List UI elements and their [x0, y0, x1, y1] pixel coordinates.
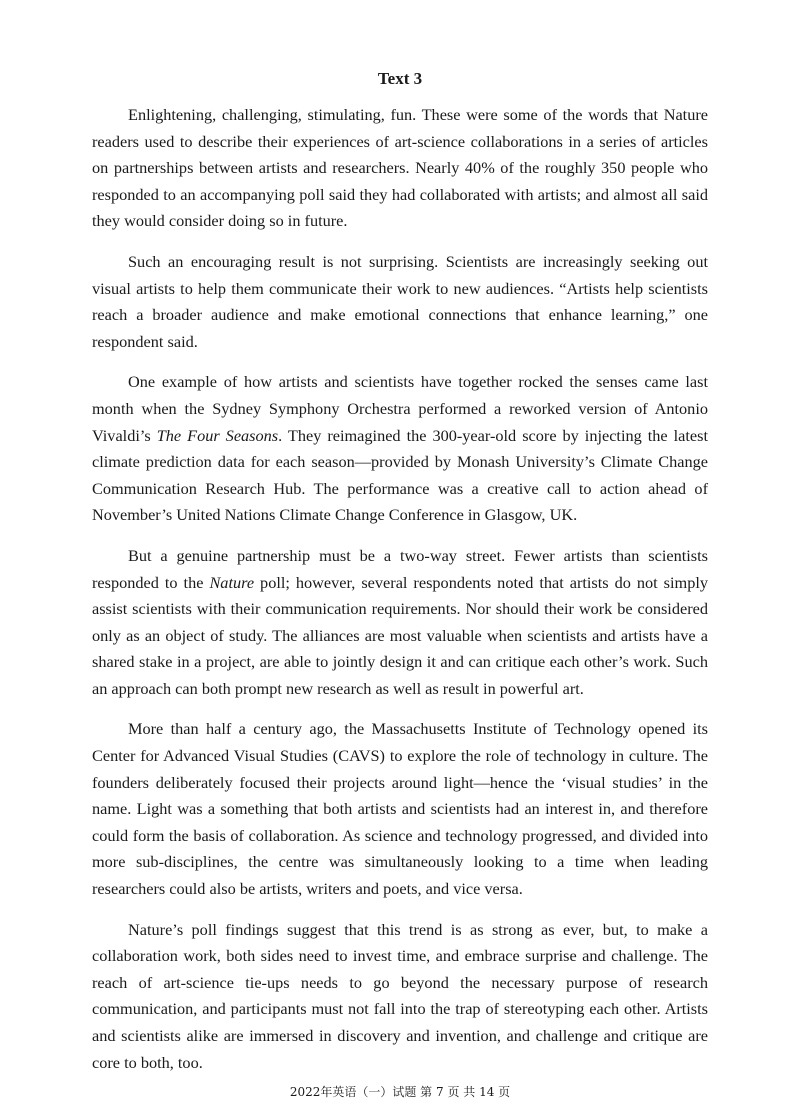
paragraph-3: One example of how artists and scientists have together rocked the senses came last month when the Sydney Symphony Orchestra performed a reworked version of Antonio Vivaldi’s The Four Seasons. They reimagined the 300-year-old score by injecting the latest climate prediction data for each season—provided by Monash University’s Climate Change Communication Research Hub. The performance was a creative call to action ahead of November’s United Nations Climate Change Conference in Glasgow, UK.: [92, 372, 708, 525]
page-footer: 2022年英语（一）试题 第 7 页 共 14 页: [289, 1085, 511, 1099]
paragraph-1: Enlightening, challenging, stimulating, fun. These were some of the words that Nature readers used to describe their experiences of art-science collaborations in a series of articles on partnerships between artists and researchers. Nearly 40% of the roughly 350 people who responded to an accompanying poll said they had collaborated with artists; and almost all said they would consider doing so in future.: [92, 105, 708, 231]
italic-title: The Four Seasons: [156, 425, 279, 445]
italic-journal: Nature: [209, 572, 255, 592]
paragraph-6: Nature’s poll findings suggest that this trend is as strong as ever, but, to make a collaboration work, both sides need to invest time, and embrace surprise and challenge. The reach of art-science tie-ups needs to go beyond the necessary purpose of research communication, and participants must not fall into the trap of stereotyping each other. Artists and scientists alike are immersed in discovery and invention, and challenge and critique are core to both, too.: [92, 919, 708, 1072]
page-title: Text 3: [377, 69, 423, 88]
article-body: [92, 102, 708, 1090]
paragraph-2: Such an encouraging result is not surprising. Scientists are increasingly seeking out visual artists to help them communicate their work to new audiences. “Artists help scientists reach a broader audience and make emotional connections that enhance learning,” one respondent said.: [92, 251, 708, 351]
paragraph-4: But a genuine partnership must be a two-way street. Fewer artists than scientists responded to the Nature poll; however, several respondents noted that artists do not simply assist scientists with their communication requirements. Nor should their work be considered only as an object of study. The alliances are most valuable when scientists and artists have a shared stake in a project, are able to jointly design it and can critique each other’s work. Such an approach can both prompt new research as well as result in powerful art.: [92, 545, 709, 698]
paragraph-5: More than half a century ago, the Massachusetts Institute of Technology opened its Center for Advanced Visual Studies (CAVS) to explore the role of technology in culture. The founders deliberately focused their projects around light—hence the ‘visual studies’ in the name. Light was a something that both artists and scientists had an interest in, and therefore could form the basis of collaboration. As science and technology progressed, and divided into more sub-disciplines, the centre was simultaneously looking to a time when leading researchers could also be artists, writers and poets, and vice versa.: [92, 719, 708, 899]
